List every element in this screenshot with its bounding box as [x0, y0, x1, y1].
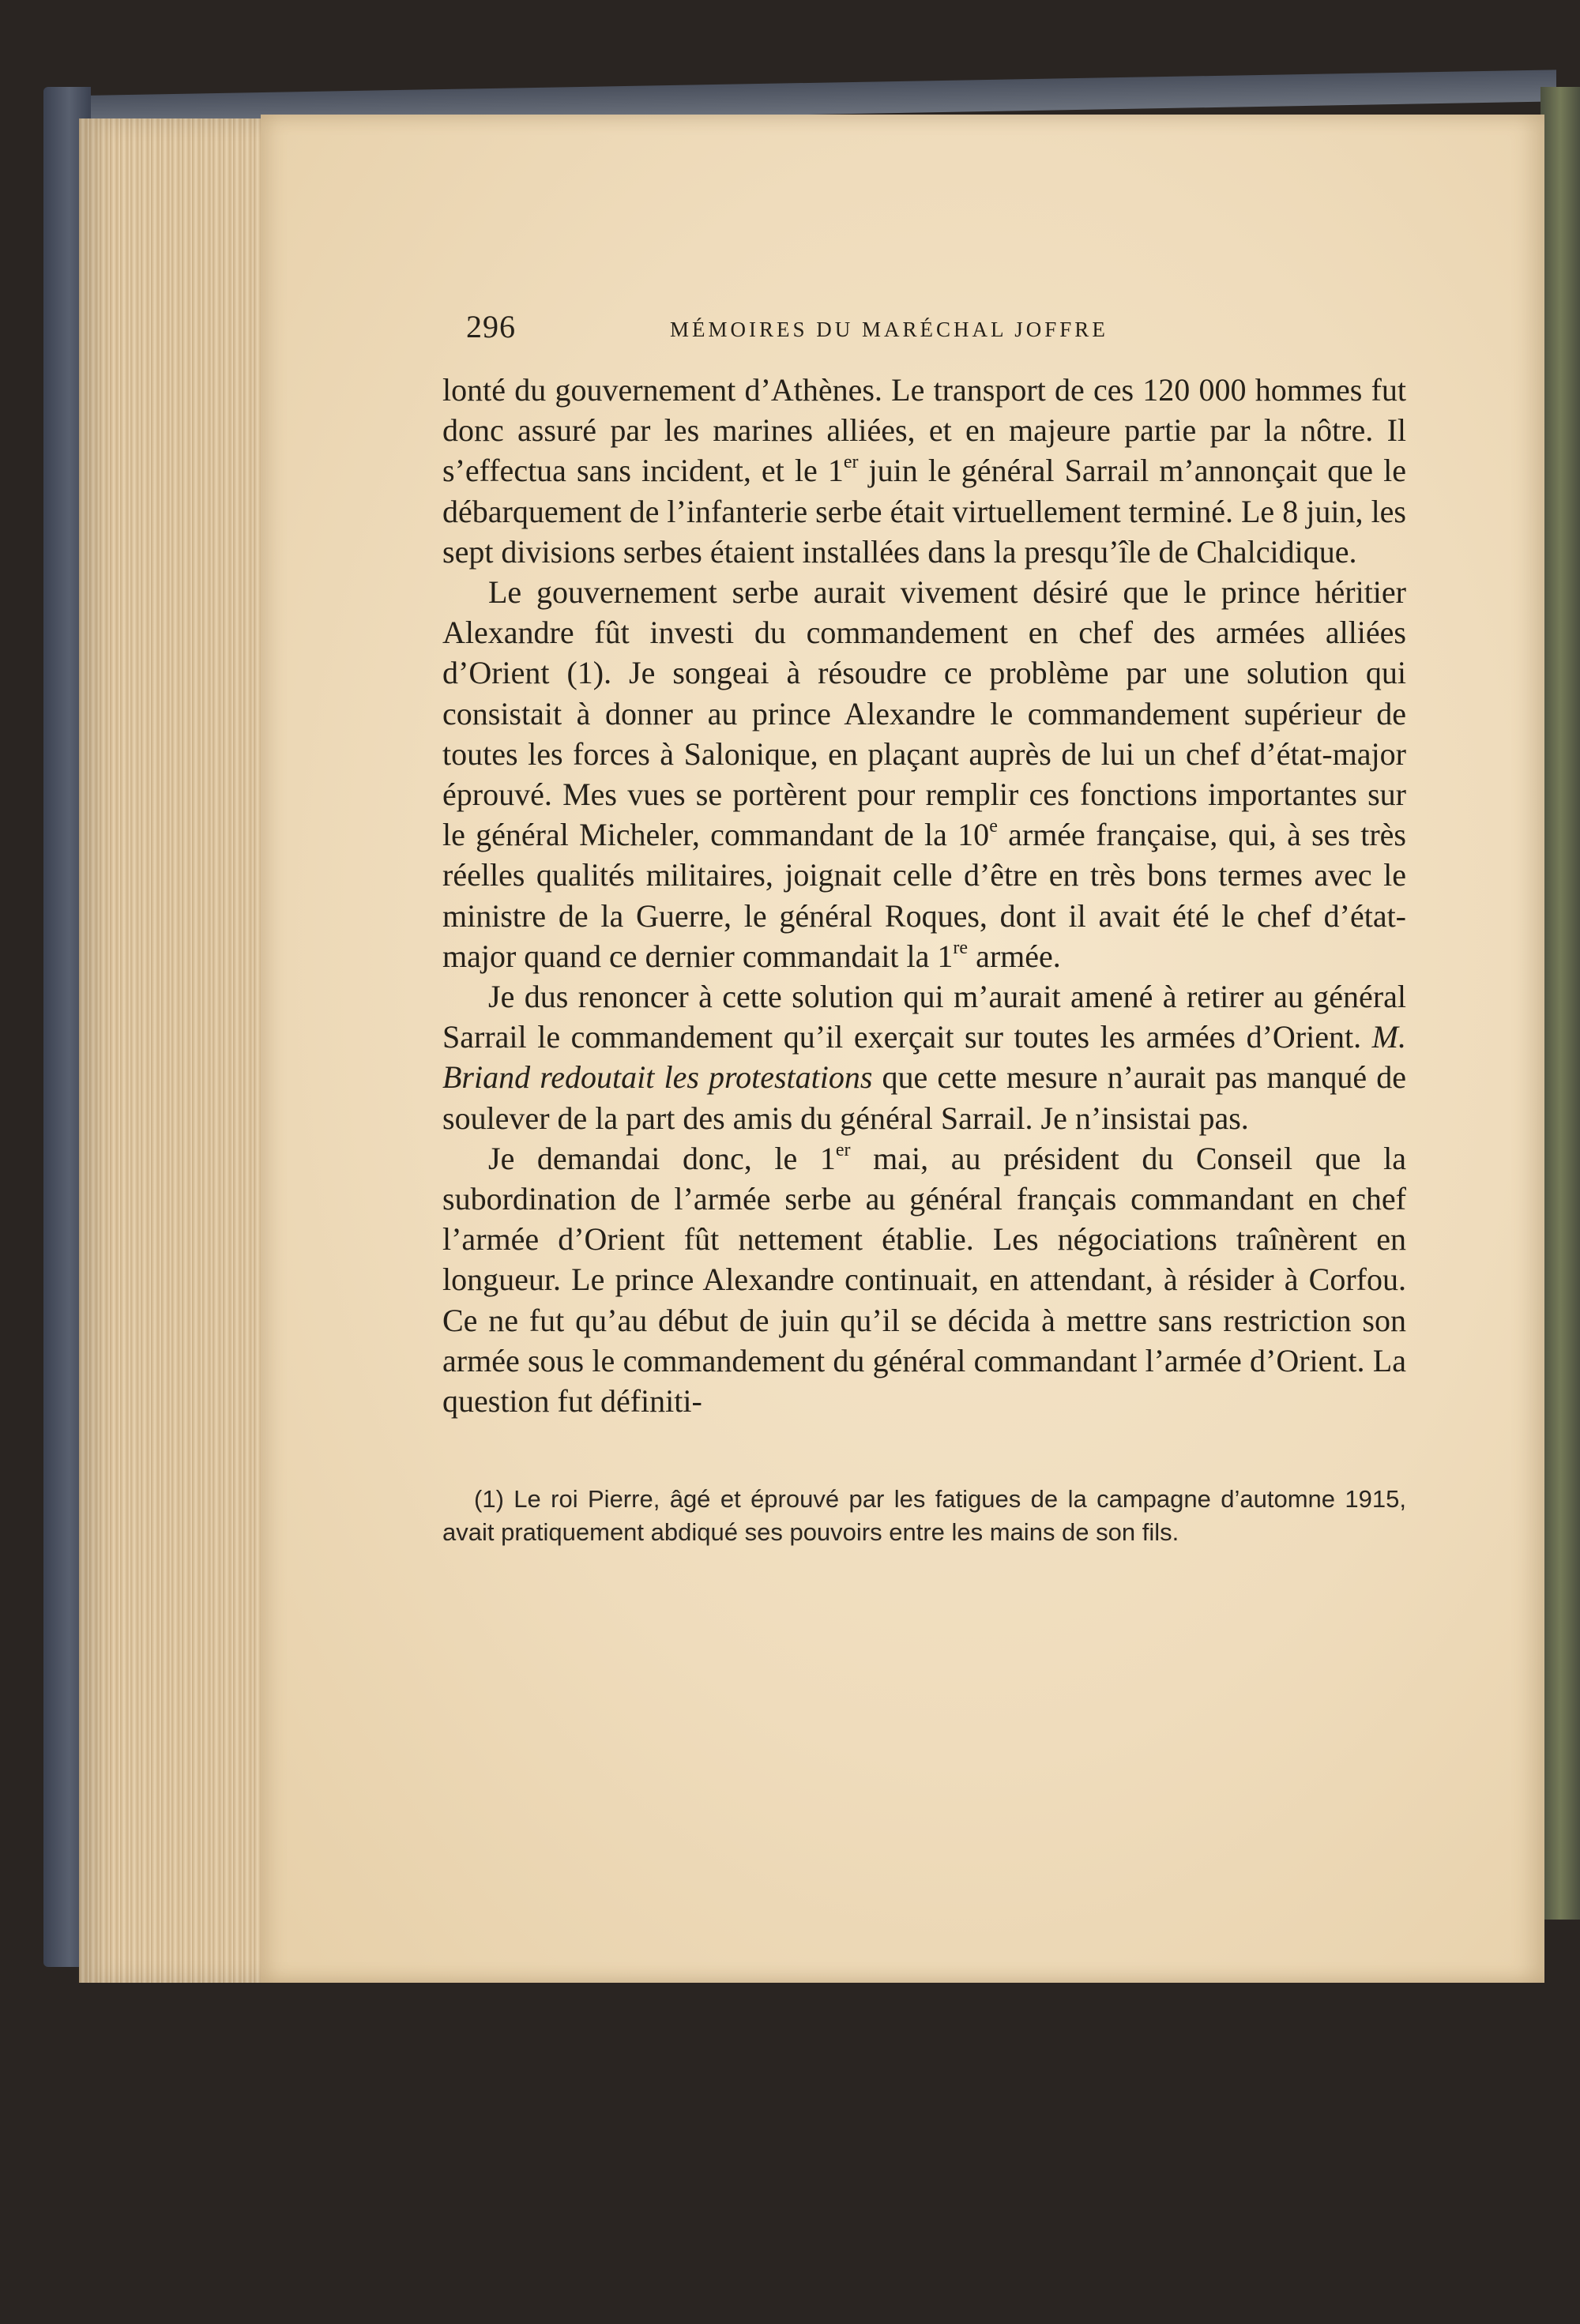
footnote-1: [442, 1483, 1406, 1548]
superscript: e: [989, 816, 998, 837]
text-segment: que cette mesure n’aurait pas manqué de soulever de la part des amis du général Sarrail. Je n’insistai pas.: [442, 1059, 1406, 1136]
paragraph-4: [442, 1138, 1406, 1421]
italic-segment: M. Briand redoutait les protestations: [442, 1019, 1406, 1096]
page-text-block: [442, 308, 1406, 1548]
superscript: re: [953, 938, 969, 959]
text-segment: Je dus renoncer à cette solution qui m’aurait amené à retirer au général Sarrail le commandement qu’il exerçait sur toutes les armées d’Orient.: [442, 979, 1406, 1055]
page-number: 296: [466, 309, 516, 344]
footnotes: [442, 1483, 1406, 1548]
book-cover-right: [1540, 87, 1580, 1920]
paragraph-3: [442, 976, 1406, 1138]
text-segment: Je demandai donc, le 1: [488, 1140, 836, 1176]
text-segment: armée française, qui, à ses très réelles qualités militaires, joignait celle d’être en très bons termes avec le ministre de la Guerre, le général Roques, dont il avait été le chef d’état-major quand ce dernier commandait la 1: [442, 817, 1406, 974]
text-segment: Le gouvernement serbe aurait vivement désiré que le prince héritier Alexandre fût investi du commandement en chef des armées alliées d’Orient (1). Je songeai à résoudre ce problème par une solution qui consistait à donner au prince Alexandre le commandement supérieur de toutes les forces à Salonique, en plaçant auprès de lui un chef d’état-major éprouvé. Mes vues se portèrent pour remplir ces fonctions importantes sur le général Micheler, commandant de la 10: [442, 574, 1406, 853]
paragraph-1: [442, 370, 1406, 572]
text-segment: mai, au président du Conseil que la subordination de l’armée serbe au général français commandant en chef l’armée d’Orient fût nettement établie. Les négociations traînèrent en longueur. Le prince Alexandre continuait, en attendant, à résider à Corfou. Ce ne fut qu’au début de juin qu’il se décida à mettre sans restriction son armée sous le commandement du général commandant l’armée d’Orient. La question fut définiti-: [442, 1140, 1406, 1420]
footnote-text: (1) Le roi Pierre, âgé et éprouvé par les fatigues de la campagne d’automne 1915, avait pratiquement abdiqué ses pouvoirs entre les mains de son fils.: [442, 1485, 1406, 1546]
body-text: [442, 370, 1406, 1421]
superscript: er: [835, 1140, 851, 1161]
text-segment: lonté du gouvernement d’Athènes. Le transport de ces 120 000 hommes fut donc assuré par les marines alliées, et en majeure partie par la nôtre. Il s’effectua sans incident, et le 1: [442, 372, 1406, 489]
page-edges: [79, 118, 278, 1983]
running-head: MÉMOIRES DU MARÉCHAL JOFFRE: [670, 318, 1108, 341]
text-segment: armée.: [968, 938, 1061, 974]
paragraph-2: [442, 572, 1406, 976]
page-header: [442, 308, 1398, 363]
text-segment: juin le général Sarrail m’annonçait que le débarquement de l’infanterie serbe était virtuellement terminé. Le 8 juin, les sept divisions serbes étaient installées dans la presqu’île de Chalcidique.: [442, 453, 1406, 570]
superscript: er: [843, 452, 859, 473]
